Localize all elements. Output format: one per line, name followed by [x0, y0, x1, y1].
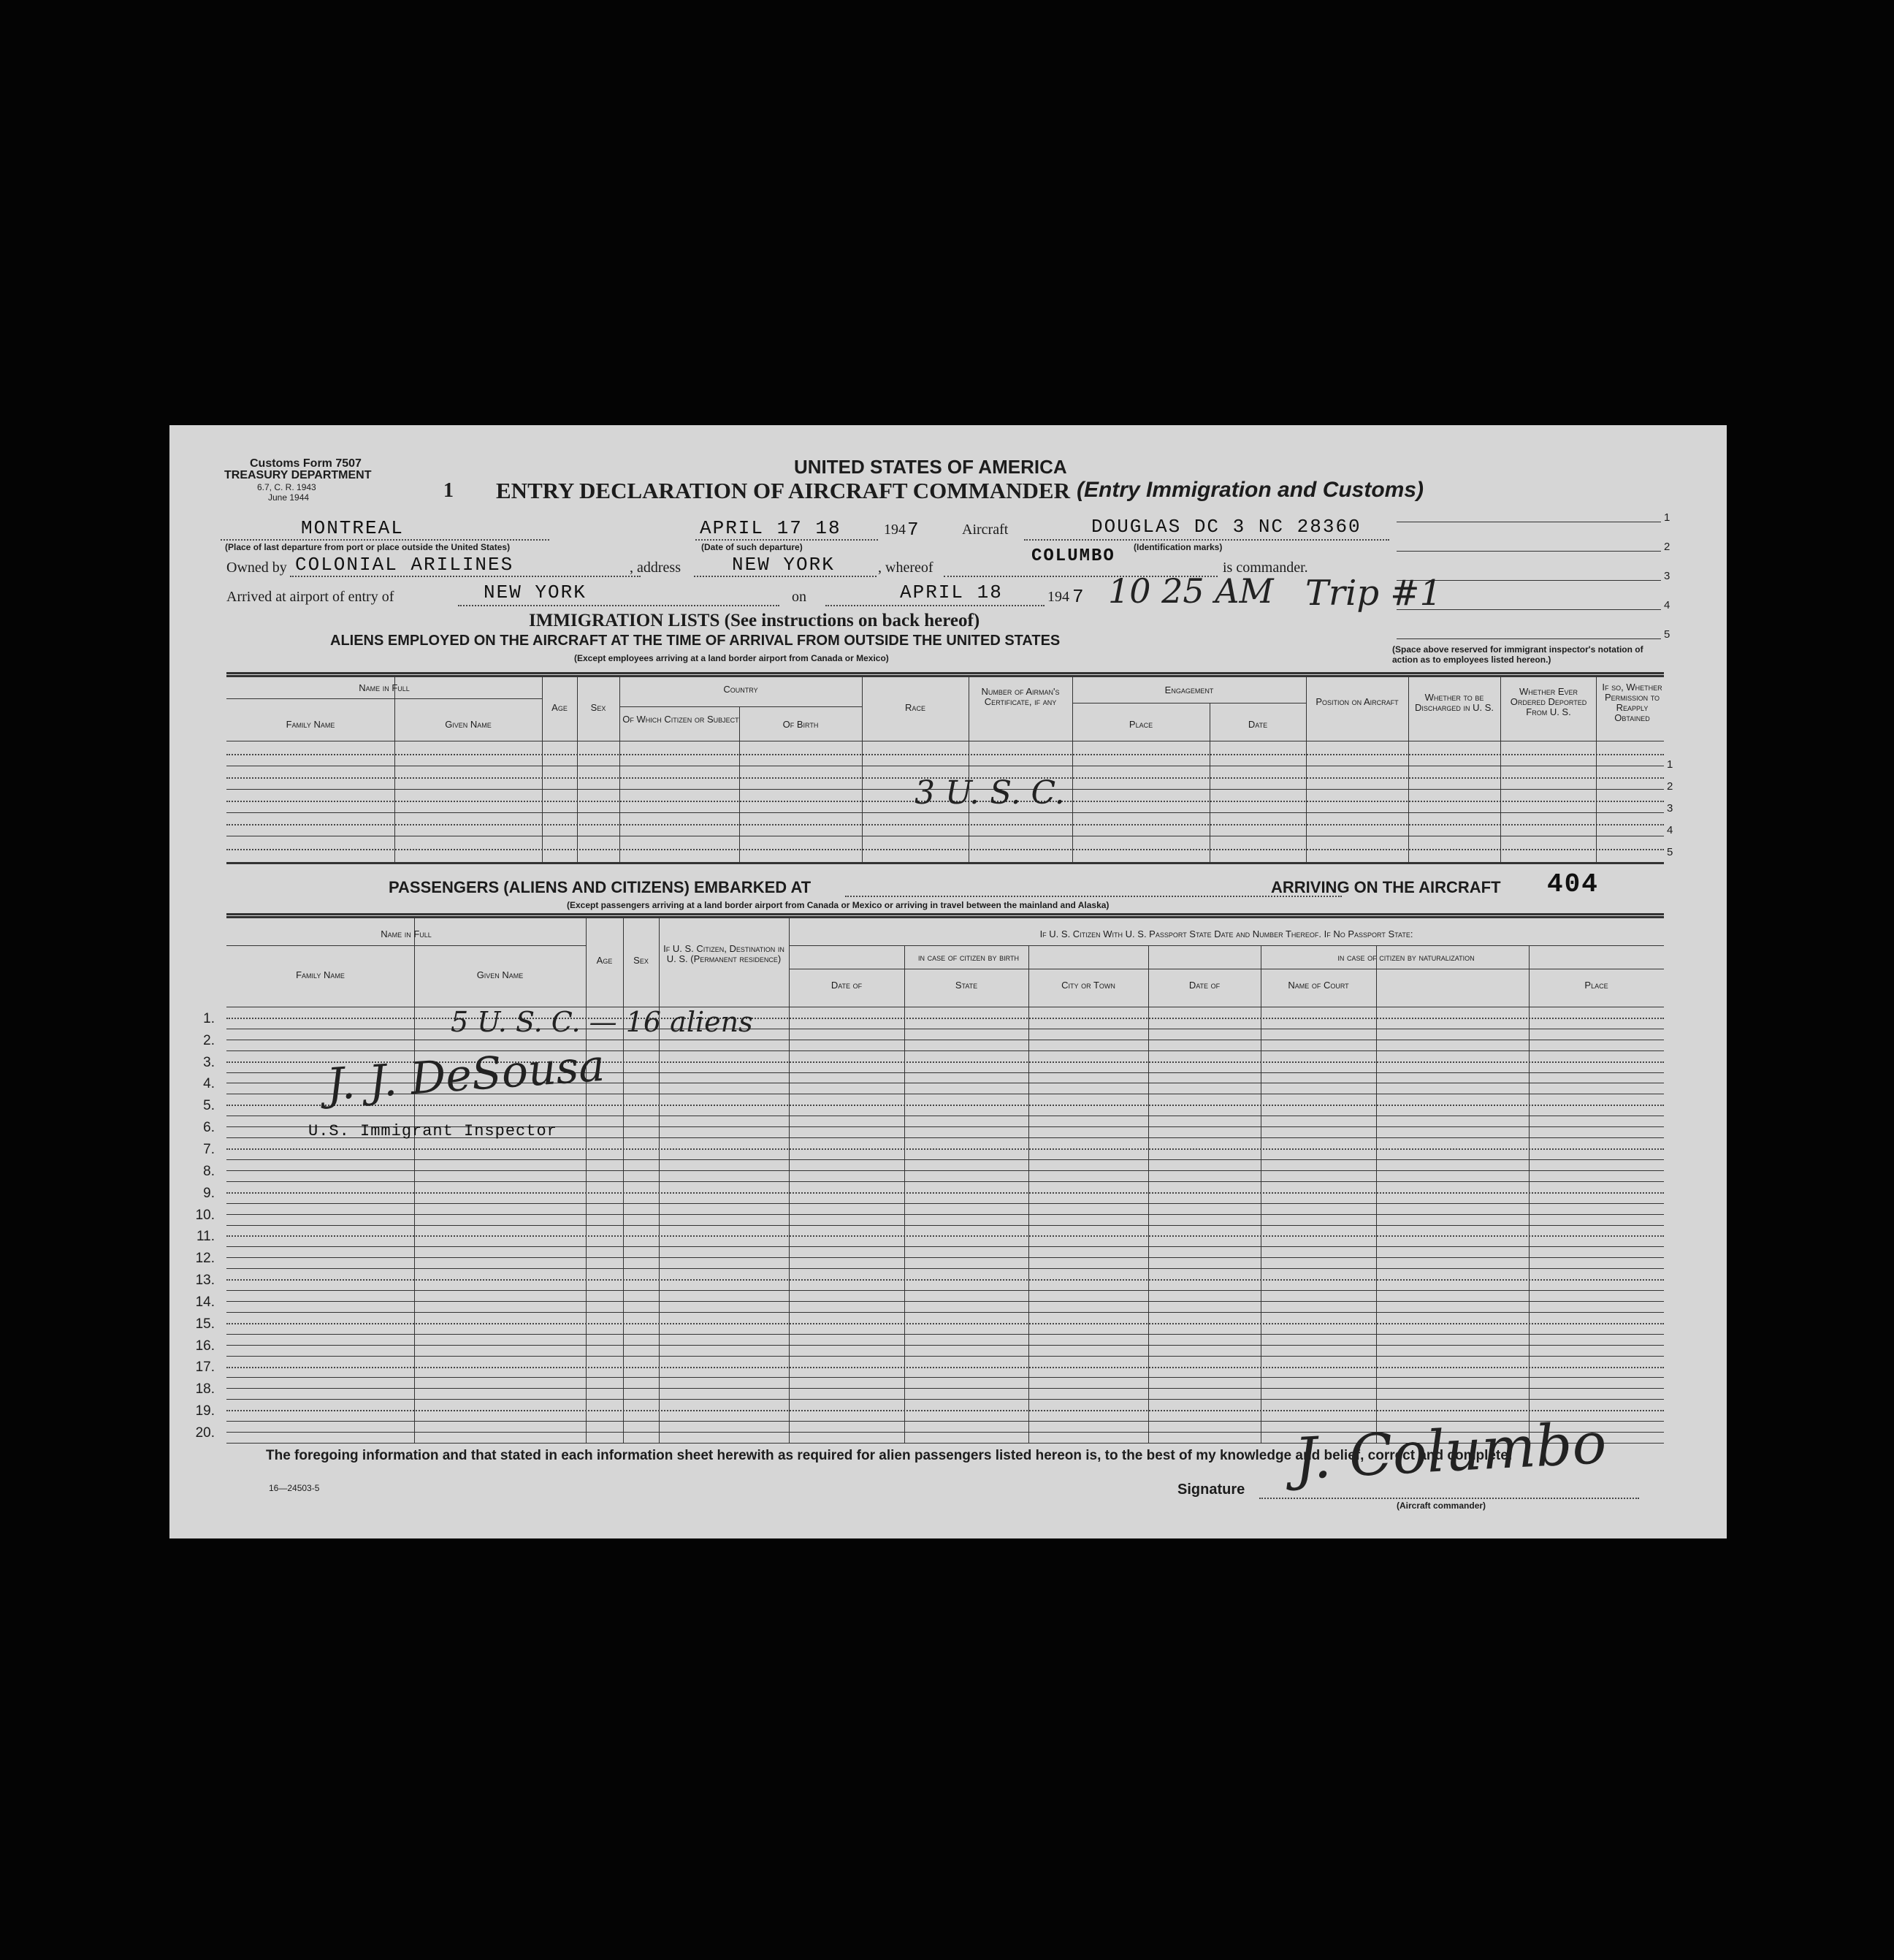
- col-discharged: Whether to be Discharged in U. S.: [1414, 692, 1494, 713]
- p-col-city: City or Town: [1061, 980, 1115, 991]
- p-col-state: State: [955, 980, 978, 991]
- passenger-row-number: 2.: [203, 1032, 215, 1048]
- print-code: 16—24503-5: [269, 1483, 320, 1493]
- p-col-name-in-full: Name in Full: [381, 928, 432, 939]
- ident-note: (Identification marks): [1134, 542, 1223, 552]
- passenger-summary-handwritten: 5 U. S. C. — 16 aliens: [451, 1006, 753, 1038]
- col-citizen-of: Of Which Citizen or Subject: [622, 714, 739, 725]
- passenger-row-line: [226, 1181, 1664, 1182]
- immigration-note: (Except employees arriving at a land border airport from Canada or Mexico): [574, 653, 889, 663]
- commander-signature: J. Columbo: [1292, 1410, 1608, 1493]
- passenger-row-divider: [226, 1018, 1664, 1019]
- passenger-row-line: [226, 1356, 1664, 1357]
- form-serial: 1: [443, 479, 454, 502]
- passenger-row-divider: [226, 1235, 1664, 1237]
- right-number: 3: [1664, 570, 1670, 582]
- date-note: (Date of such departure): [701, 542, 803, 552]
- passenger-row-number: 14.: [195, 1294, 215, 1310]
- passenger-row-line: [226, 1290, 1664, 1291]
- passenger-row-number: 13.: [195, 1273, 215, 1289]
- form-date: June 1944: [268, 492, 310, 503]
- col-engagement: Engagement: [1164, 685, 1214, 695]
- arrival-time: 10 25 AM: [1108, 571, 1274, 611]
- arrived-label: Arrived at airport of entry of: [226, 589, 394, 605]
- year-suffix-2: 7: [1072, 586, 1085, 608]
- passenger-row-line: [226, 1203, 1664, 1204]
- right-number: 1: [1664, 511, 1670, 524]
- passenger-row-number: 18.: [195, 1381, 215, 1397]
- passenger-row-number: 15.: [195, 1316, 215, 1332]
- p-col-sex: Sex: [633, 955, 649, 966]
- departure-port: MONTREAL: [301, 517, 404, 539]
- p-col-natural-case: in case of citizen by naturalization: [1337, 952, 1475, 963]
- passenger-row-number: 17.: [195, 1360, 215, 1376]
- flight-number: 404: [1547, 869, 1599, 899]
- form-number: Customs Form 7507: [250, 457, 362, 470]
- passenger-row-line: [226, 1159, 1664, 1160]
- passenger-row-divider: [226, 1323, 1664, 1324]
- col-given-name: Given Name: [445, 719, 492, 730]
- col-eng-date: Date: [1248, 719, 1268, 730]
- immigration-title: IMMIGRATION LISTS (See instructions on back hereof): [529, 611, 980, 630]
- col-country: Country: [723, 684, 758, 695]
- passenger-row-line: [226, 1268, 1664, 1269]
- passenger-row-number: 11.: [196, 1229, 215, 1245]
- p-col-court: Name of Court: [1288, 980, 1349, 991]
- col-sex: Sex: [590, 702, 606, 713]
- passenger-row-number: 16.: [195, 1338, 215, 1354]
- departure-date: APRIL 17 18: [700, 517, 841, 539]
- immigration-subtitle: ALIENS EMPLOYED ON THE AIRCRAFT AT THE TIME OF ARRIVAL FROM OUTSIDE THE UNITED STATES: [330, 633, 1061, 649]
- arrival-date: APRIL 18: [900, 581, 1003, 603]
- passenger-row-number: 6.: [203, 1120, 215, 1136]
- passenger-row-divider: [226, 1192, 1664, 1194]
- col-permission: If so, Whether Permission to Reapply Obtained: [1602, 682, 1662, 723]
- col-airman-cert: Number of Airman's Certificate, if any: [981, 686, 1060, 707]
- aircraft-label: Aircraft: [962, 522, 1009, 538]
- declaration-statement: The foregoing information and that stated in each information sheet herewith as required for alien passengers listed hereon is, to the best of my knowledge and belief, correct and complete.: [266, 1448, 1513, 1463]
- passenger-row-number: 9.: [203, 1185, 215, 1201]
- passenger-row-number: 19.: [195, 1403, 215, 1419]
- passenger-row-number: 7.: [203, 1141, 215, 1157]
- arrival-airport: NEW YORK: [484, 581, 587, 603]
- on-label: on: [792, 589, 806, 605]
- passenger-row-number: 3.: [203, 1054, 215, 1070]
- year-suffix-1: 7: [907, 519, 920, 541]
- commander-name: COLUMBO: [1031, 546, 1115, 566]
- passenger-row-divider: [226, 1148, 1664, 1150]
- form-subtitle: (Entry Immigration and Customs): [1077, 478, 1424, 502]
- col-age: Age: [551, 702, 568, 713]
- commander-note: (Aircraft commander): [1397, 1500, 1486, 1511]
- p-col-nat-date: Date of: [1188, 980, 1221, 991]
- aircraft-marks: DOUGLAS DC 3 NC 28360: [1091, 516, 1362, 538]
- passenger-row-divider: [226, 1105, 1664, 1106]
- signature-label: Signature: [1177, 1482, 1245, 1498]
- passenger-row-divider: [226, 1170, 1664, 1171]
- owner-name: COLONIAL ARILINES: [295, 554, 514, 576]
- passengers-title: PASSENGERS (ALIENS AND CITIZENS) EMBARKED AT: [389, 878, 812, 896]
- passenger-row-line: [226, 1377, 1664, 1378]
- year-label-2: 194: [1047, 589, 1069, 605]
- col-deported: Whether Ever Ordered Deported From U. S.: [1510, 686, 1587, 717]
- p-col-destination: If U. S. Citizen, Destination in U. S. (Permanent residence): [663, 943, 784, 964]
- entry-declaration-form: [169, 425, 1727, 1538]
- p-col-birth-date: Date of: [830, 980, 863, 991]
- p-col-passport: If U. S. Citizen With U. S. Passport State Date and Number Thereof. If No Passport State:: [1039, 928, 1413, 939]
- passenger-row-number: 8.: [203, 1163, 215, 1179]
- alien-row-number: 5: [1667, 846, 1673, 858]
- trip-number: Trip #1: [1305, 573, 1443, 614]
- inspector-signature: J. J. DeSousa: [325, 1040, 607, 1111]
- p-col-age: Age: [596, 955, 613, 966]
- passenger-row-divider: [226, 1279, 1664, 1281]
- year-label-1: 194: [884, 522, 906, 538]
- col-race: Race: [905, 702, 925, 713]
- passenger-row-number: 12.: [195, 1251, 215, 1267]
- passenger-row-number: 5.: [203, 1098, 215, 1114]
- col-name-in-full: Name in Full: [359, 682, 410, 693]
- alien-row-number: 3: [1667, 802, 1673, 815]
- commander-label: is commander.: [1223, 560, 1308, 576]
- col-position: Position on Aircraft: [1316, 696, 1399, 707]
- passenger-row-line: [226, 1312, 1664, 1313]
- form-cfr: 6.7, C. R. 1943: [257, 482, 316, 492]
- inspector-title: U.S. Immigrant Inspector: [308, 1122, 557, 1140]
- passenger-row-number: 1.: [203, 1010, 215, 1026]
- col-country-birth: Of Birth: [782, 719, 819, 730]
- form-dept: TREASURY DEPARTMENT: [224, 469, 372, 481]
- alien-row-number: 2: [1667, 780, 1673, 793]
- country-heading: UNITED STATES OF AMERICA: [794, 456, 1067, 478]
- right-number: 2: [1664, 541, 1670, 553]
- aliens-handwritten-note: 3 U. S. C.: [914, 774, 1065, 812]
- alien-row-number: 1: [1667, 758, 1673, 771]
- p-col-place: Place: [1584, 980, 1608, 991]
- col-eng-place: Place: [1129, 719, 1153, 730]
- arriving-label: ARRIVING ON THE AIRCRAFT: [1271, 878, 1501, 896]
- passenger-row-divider: [226, 1410, 1664, 1411]
- p-col-family: Family Name: [296, 969, 345, 980]
- passenger-row-line: [226, 1334, 1664, 1335]
- passenger-row-number: 20.: [195, 1425, 215, 1441]
- passenger-row-divider: [226, 1345, 1664, 1346]
- passenger-row-divider: [226, 1257, 1664, 1258]
- col-family-name: Family Name: [286, 719, 335, 730]
- passenger-row-divider: [226, 1367, 1664, 1368]
- passenger-row-divider: [226, 1214, 1664, 1215]
- right-number: 4: [1664, 599, 1670, 611]
- alien-row-number: 4: [1667, 824, 1673, 836]
- passenger-row-divider: [226, 1388, 1664, 1389]
- passenger-row-line: [226, 1225, 1664, 1226]
- right-number: 5: [1664, 628, 1670, 641]
- owner-address: NEW YORK: [732, 554, 835, 576]
- passenger-row-number: 10.: [195, 1207, 215, 1223]
- p-col-given: Given Name: [476, 969, 524, 980]
- passenger-row-line: [226, 1399, 1664, 1400]
- passenger-row-line: [226, 1246, 1664, 1247]
- p-col-birth-case: in case of citizen by birth: [918, 952, 1019, 963]
- owned-label: Owned by: [226, 560, 287, 576]
- passenger-row-divider: [226, 1301, 1664, 1302]
- whereof-label: , whereof: [878, 560, 933, 576]
- passenger-row-number: 4.: [203, 1076, 215, 1092]
- inspector-space-note: (Space above reserved for immigrant inspector's notation of action as to employees listed hereon.): [1392, 644, 1643, 665]
- passengers-note: (Except passengers arriving at a land border airport from Canada or Mexico or arriving in travel between the mainland and Alaska): [567, 900, 1110, 910]
- departure-note: (Place of last departure from port or place outside the United States): [225, 542, 511, 552]
- address-label: , address: [630, 560, 681, 576]
- form-title: ENTRY DECLARATION OF AIRCRAFT COMMANDER: [496, 478, 1070, 503]
